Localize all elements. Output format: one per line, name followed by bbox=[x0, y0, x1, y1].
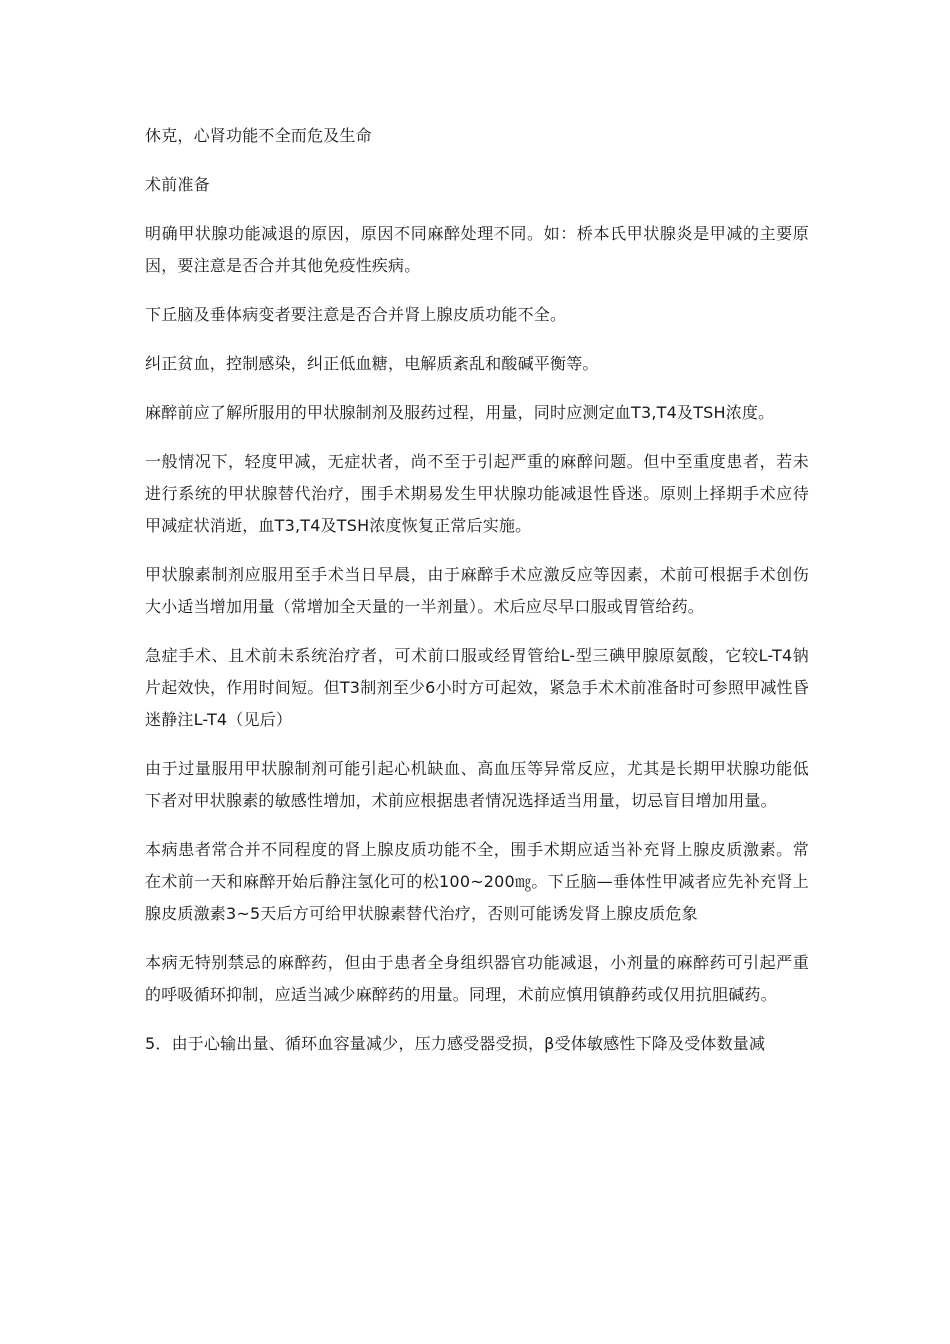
paragraph-overdose-risk: 由于过量服用甲状腺制剂可能引起心机缺血、高血压等异常反应，尤其是长期甲状腺功能低下者对甲状腺素的敏感性增加，术前应根据患者情况选择适当用量，切忌盲目增加用量。 bbox=[145, 759, 809, 810]
paragraph-adrenal-insufficiency: 本病患者常合并不同程度的肾上腺皮质功能不全，围手术期应适当补充肾上腺皮质激素。常在术前一天和麻醉开始后静注氢化可的松100~200㎎。下丘脑—垂体性甲减者应先补充肾上腺皮质激素3~5天后方可给甲状腺素替代治疗，否则可能诱发肾上腺皮质危象 bbox=[145, 840, 809, 923]
section-heading-preop-preparation: 术前准备 bbox=[145, 175, 210, 194]
paragraph-thyroxine-dosing: 甲状腺素制剂应服用至手术当日早晨，由于麻醉手术应激反应等因素，术前可根据手术创伤大小适当增加用量（常增加全天量的一半剂量）。术后应尽早口服或胃管给药。 bbox=[145, 565, 809, 616]
paragraph-shock-line: 休克，心肾功能不全而危及生命 bbox=[145, 126, 372, 145]
paragraph-correct-anemia: 纠正贫血，控制感染，纠正低血糖，电解质紊乱和酸碱平衡等。 bbox=[145, 354, 599, 373]
paragraph-item-5: 5．由于心输出量、循环血容量减少，压力感受器受损，β受体敏感性下降及受体数量减 bbox=[145, 1034, 766, 1053]
paragraph-anesthetic-drugs: 本病无特别禁忌的麻醉药，但由于患者全身组织器官功能减退，小剂量的麻醉药可引起严重的呼吸循环抑制，应适当减少麻醉药的用量。同理，术前应慎用镇静药或仅用抗胆碱药。 bbox=[145, 953, 809, 1004]
paragraph-cause-of-hypothyroidism: 明确甲状腺功能减退的原因，原因不同麻醉处理不同。如：桥本氏甲状腺炎是甲减的主要原因，要注意是否合并其他免疫性疾病。 bbox=[145, 224, 809, 275]
paragraph-general-situation: 一般情况下，轻度甲减，无症状者，尚不至于引起严重的麻醉问题。但中至重度患者，若未进行系统的甲状腺替代治疗，围手术期易发生甲状腺功能减退性昏迷。原则上择期手术应待甲减症状消逝，血T3,T4及TSH浓度恢复正常后实施。 bbox=[145, 452, 809, 535]
paragraph-hypothalamus-pituitary: 下丘脑及垂体病变者要注意是否合并肾上腺皮质功能不全。 bbox=[145, 305, 567, 324]
document-body bbox=[145, 120, 809, 1077]
paragraph-emergency-surgery: 急症手术、且术前未系统治疗者，可术前口服或经胃管给L-型三碘甲腺原氨酸，它较L-T4钠片起效快，作用时间短。但T3制剂至少6小时方可起效，紧急手术术前准备时可参照甲减性昏迷静注L-T4（见后） bbox=[145, 646, 809, 729]
paragraph-preanesthesia-thyroid-levels: 麻醉前应了解所服用的甲状腺制剂及服药过程，用量，同时应测定血T3,T4及TSH浓度。 bbox=[145, 403, 775, 422]
